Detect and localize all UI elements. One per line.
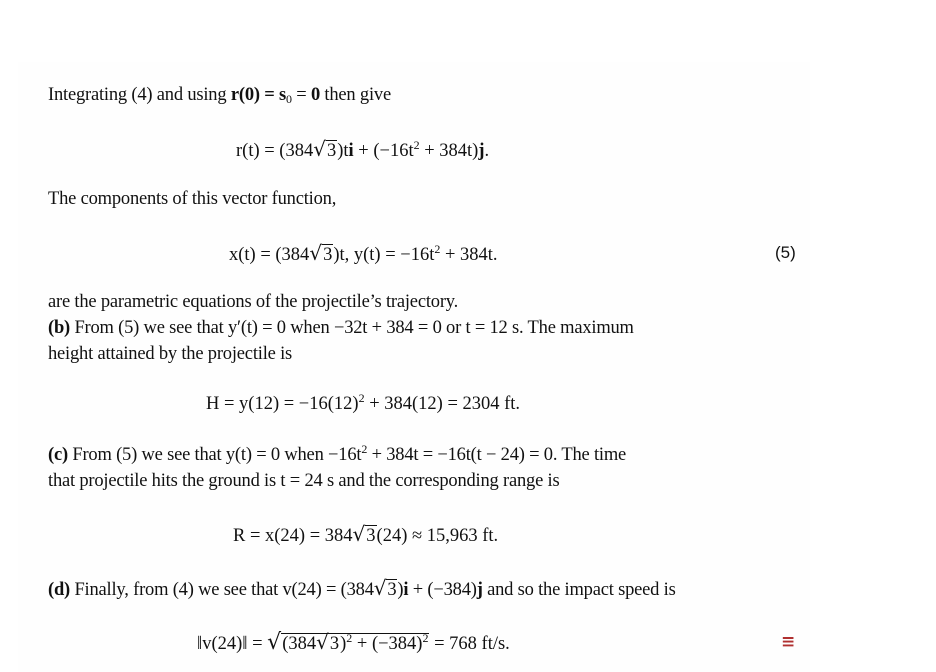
text-line-parametric xyxy=(48,293,458,312)
math-radicand: 3 xyxy=(387,580,397,600)
math-unit-i: i xyxy=(403,580,409,600)
text-segment: From (5) we see that y′(t) = 0 when −32t + 384 = 0 or t = 12 s. The maximum xyxy=(70,318,634,338)
math-segment: R = x(24) = 384 xyxy=(233,526,353,546)
text-line-part-c xyxy=(48,442,627,465)
equation-max-height xyxy=(206,391,521,414)
math-segment: (24) ≈ 15,963 ft. xyxy=(376,526,499,546)
text-line-part-b xyxy=(48,319,634,338)
math-exponent: 2 xyxy=(346,631,353,645)
sqrt-icon: √ xyxy=(313,137,326,161)
sqrt-icon: √ xyxy=(316,630,329,654)
math-subscript: 0 xyxy=(286,92,292,106)
text-segment: From (5) we see that y(t) = 0 when −16t xyxy=(67,445,362,465)
math-radicand: 3 xyxy=(326,141,337,161)
math-radicand: 3 xyxy=(329,634,340,654)
math-segment: + 384(12) = 2304 ft. xyxy=(364,394,521,414)
text-line-part-b-2 xyxy=(48,345,292,364)
text-segment: then give xyxy=(320,85,391,105)
text-line-integrating xyxy=(48,86,391,105)
text-segment: Finally, from (4) we see that v(24) = (384 xyxy=(70,580,374,600)
part-label-d: (d) xyxy=(48,580,71,600)
math-segment: + 384t) xyxy=(419,141,479,161)
end-of-example-icon: ≡ xyxy=(781,632,795,652)
equation-range xyxy=(233,524,498,546)
math-unit-j: j xyxy=(476,580,483,600)
part-label-c: (c) xyxy=(48,445,68,465)
text-segment: The components of this vector function, xyxy=(48,189,337,209)
text-line-part-d xyxy=(48,578,676,600)
math-zero-vector: 0 xyxy=(310,85,320,105)
math-radicand: 3 xyxy=(323,245,333,265)
text-segment: and so the impact speed is xyxy=(482,580,676,600)
part-label-b: (b) xyxy=(48,318,71,338)
math-radicand: 3 xyxy=(366,526,376,546)
math-segment: ) xyxy=(340,634,347,654)
text-segment: that projectile hits the ground is t = 24 s and the corresponding range is xyxy=(48,471,560,491)
equation-r-of-t xyxy=(236,139,489,161)
math-segment: r(t) = (384 xyxy=(236,141,314,161)
math-unit-i: i xyxy=(348,141,354,161)
math-segment: H = y(12) = −16(12) xyxy=(206,394,359,414)
math-segment: )t xyxy=(337,141,349,161)
equation-number-tag: (5) xyxy=(775,243,796,262)
equation-impact-speed xyxy=(197,632,510,654)
sqrt-icon: √ xyxy=(309,241,323,265)
math-segment: + (−384) xyxy=(352,634,423,654)
text-line-components xyxy=(48,190,336,209)
math-segment: + 384t. xyxy=(440,245,498,265)
math-segment: . xyxy=(484,141,490,161)
math-segment: + (−16t xyxy=(353,141,414,161)
math-exponent: 2 xyxy=(413,138,420,152)
sqrt-icon: √ xyxy=(352,522,366,546)
math-segment: )t, y(t) = −16t xyxy=(333,245,435,265)
math-unit-j: j xyxy=(478,141,485,161)
math-exponent: 2 xyxy=(422,631,429,645)
math-equals: = xyxy=(291,85,311,105)
text-segment: + (−384) xyxy=(408,580,477,600)
math-segment: = 768 ft/s. xyxy=(429,634,510,654)
math-segment: x(t) = (384 xyxy=(229,245,310,265)
math-r0: r(0) = s xyxy=(230,85,287,105)
text-line-part-c-2 xyxy=(48,472,559,491)
math-segment: (384 xyxy=(282,634,317,654)
math-exponent: 2 xyxy=(358,391,365,405)
text-segment: + 384t = −16t(t − 24) = 0. The time xyxy=(367,445,627,465)
text-segment: ) xyxy=(397,580,404,600)
text-segment: are the parametric equations of the projectile’s trajectory. xyxy=(48,292,459,312)
math-exponent: 2 xyxy=(361,442,368,456)
equation-parametric xyxy=(229,243,498,265)
sqrt-icon: √ xyxy=(267,630,282,655)
math-exponent: 2 xyxy=(434,242,441,256)
text-segment: height attained by the projectile is xyxy=(48,344,293,364)
text-segment: Integrating (4) and using xyxy=(48,85,231,105)
math-segment: ‖v(24)‖ = xyxy=(197,634,268,654)
sqrt-icon: √ xyxy=(373,576,387,600)
math-radicand-group xyxy=(281,630,429,654)
